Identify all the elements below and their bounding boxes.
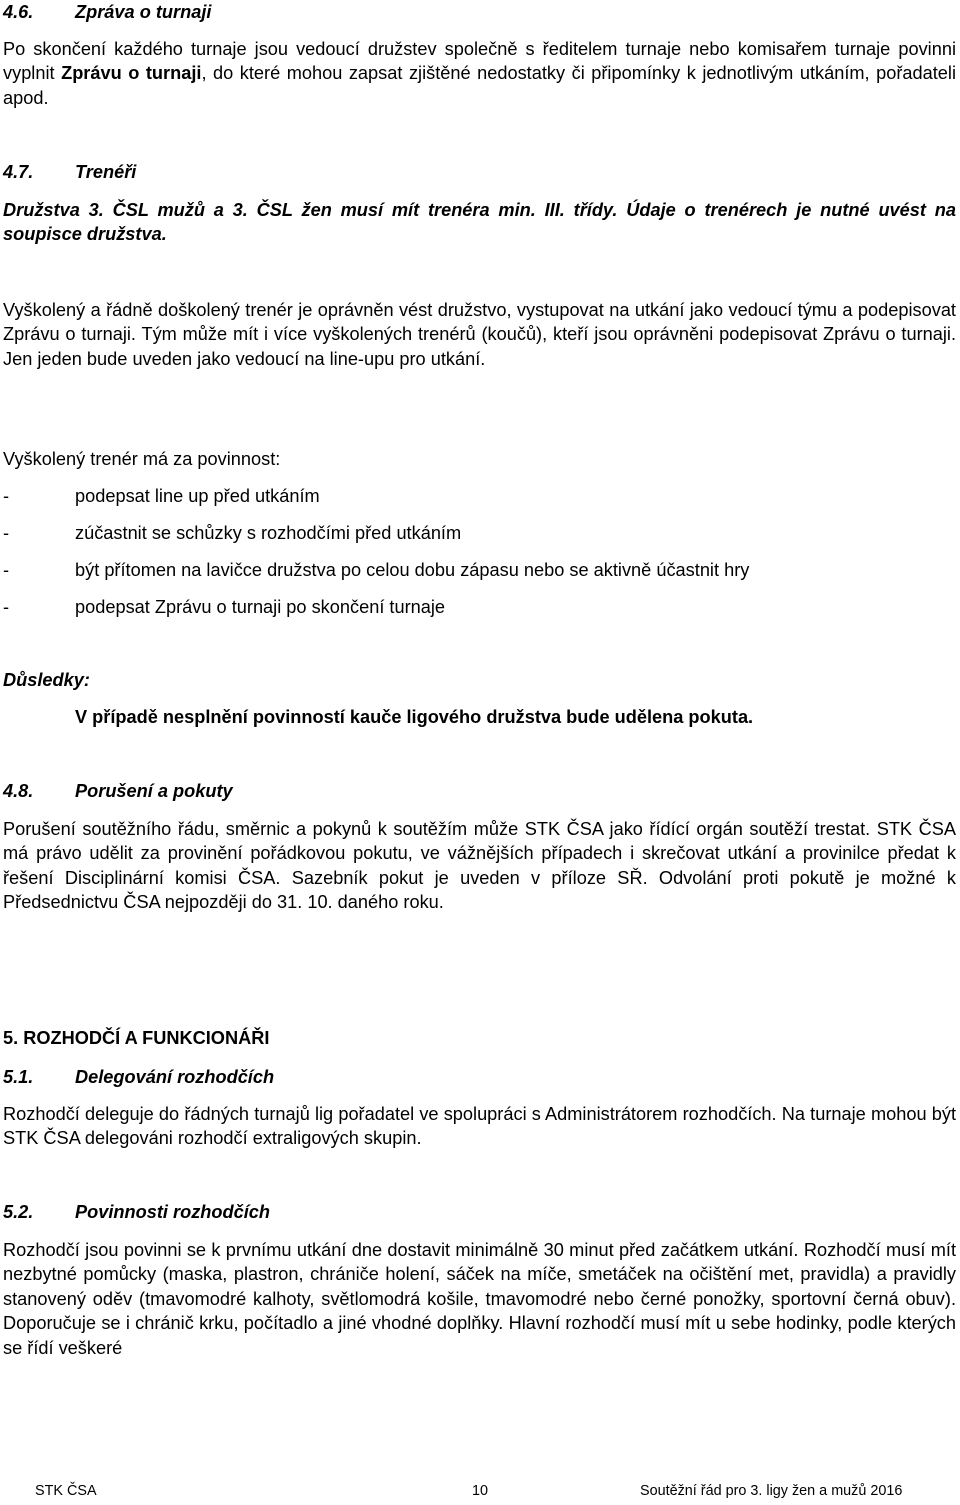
consequences-label: Důsledky:	[3, 670, 90, 690]
list-dash: -	[3, 560, 10, 580]
list-dash: -	[3, 597, 10, 617]
list-item-text: být přítomen na lavičce družstva po celou dobu zápasu nebo se aktivně účastnit hry	[75, 560, 750, 580]
section-heading-4-7	[3, 160, 136, 184]
list-item-text: zúčastnit se schůzky s rozhodčími před utkáním	[75, 523, 462, 543]
footer-page-number: 10	[472, 1483, 489, 1499]
section-number: 4.6.	[3, 2, 34, 22]
chapter-heading-5: 5. ROZHODČÍ A FUNKCIONÁŘI	[3, 1028, 270, 1048]
section-title: Zpráva o turnaji	[75, 2, 212, 22]
text-run: Po skončení každého turnaje jsou vedoucí družstev společně s ředitelem turnaje nebo komisařem turnaje povinni vyplnit	[3, 39, 956, 84]
paragraph-referee-duties: Rozhodčí jsou povinni se k prvnímu utkání dne dostavit minimálně 30 minut před začátkem utkání. Rozhodčí musí mít nezbytné pomůcky (maska, plastron, chrániče holení, sáček na míče, smetáček na očištění met, pravidla) a pravidly stanovený oděv (tmavomodré kalhoty, světlomodrá košile, tmavomodré nebo černé ponožky, sportovní černá obuv). Doporučuje se i chránič krku, počítadlo a jiné vhodné doplňky. Hlavní rozhodčí musí mít u sebe hodinky, podle kterých se řídí veškeré	[3, 1240, 956, 1358]
consequences-text: V případě nesplnění povinností kauče ligového družstva bude udělena pokuta.	[75, 707, 754, 727]
paragraph-coach-requirement: Družstva 3. ČSL mužů a 3. ČSL žen musí mít trenéra min. III. třídy. Údaje o trenérech je nutné uvést na soupisce družstva.	[3, 200, 956, 245]
list-dash: -	[3, 486, 10, 506]
section-heading-4-6	[3, 0, 211, 24]
list-dash: -	[3, 523, 10, 543]
section-title: Trenéři	[75, 162, 137, 182]
footer-right: Soutěžní řád pro 3. ligy žen a mužů 2016	[640, 1483, 903, 1499]
footer-left: STK ČSA	[35, 1483, 97, 1499]
text-run-bold: Zprávu o turnaji	[61, 63, 202, 84]
section-number: 5.1.	[3, 1067, 34, 1087]
section-title: Delegování rozhodčích	[75, 1067, 275, 1087]
list-item	[3, 484, 956, 508]
paragraph-coach-duties-intro: Vyškolený trenér má za povinnost:	[3, 449, 281, 469]
paragraph-referee-delegation: Rozhodčí deleguje do řádných turnajů lig pořadatel ve spolupráci s Administrátorem rozhodčích. Na turnaje mohou být STK ČSA delegováni rozhodčí extraligových skupin.	[3, 1104, 956, 1149]
section-heading-5-1	[3, 1065, 274, 1089]
section-heading-5-2	[3, 1200, 270, 1224]
coach-duties-list	[3, 484, 956, 619]
paragraph-coach-rights: Vyškolený a řádně doškolený trenér je oprávněn vést družstvo, vystupovat na utkání jako vedoucí týmu a podepisovat Zprávu o turnaji. Tým může mít i více vyškolených trenérů (koučů), kteří jsou oprávněni podepisovat Zprávu o turnaji. Jen jeden bude uveden jako vedoucí na line-upu pro utkání.	[3, 300, 956, 369]
paragraph-penalties: Porušení soutěžního řádu, směrnic a pokynů k soutěžím může STK ČSA jako řídící orgán soutěží trestat. STK ČSA má právo udělit za provinění pořádkovou pokutu, ve vážnějších případech i skrečovat utkání a provinilce předat k řešení Disciplinární komisi ČSA. Sazebník pokut je uveden v příloze SŘ. Odvolání proti pokutě je možné k Předsednictvu ČSA nejpozději do 31. 10. daného roku.	[3, 819, 956, 913]
text-run: , do které mohou zapsat zjištěné nedostatky či připomínky k jednotlivým utkáním, pořadateli apod.	[3, 63, 956, 108]
list-item-text: podepsat Zprávu o turnaji po skončení turnaje	[75, 597, 446, 617]
list-item-text: podepsat line up před utkáním	[75, 486, 320, 506]
list-item	[3, 558, 956, 582]
list-item	[3, 595, 956, 619]
list-item	[3, 521, 956, 545]
section-heading-4-8	[3, 779, 233, 803]
section-number: 4.8.	[3, 781, 34, 801]
section-number: 4.7.	[3, 162, 34, 182]
section-title: Porušení a pokuty	[75, 781, 233, 801]
paragraph-tournament-report	[3, 37, 956, 110]
section-title: Povinnosti rozhodčích	[75, 1202, 271, 1222]
section-number: 5.2.	[3, 1202, 34, 1222]
